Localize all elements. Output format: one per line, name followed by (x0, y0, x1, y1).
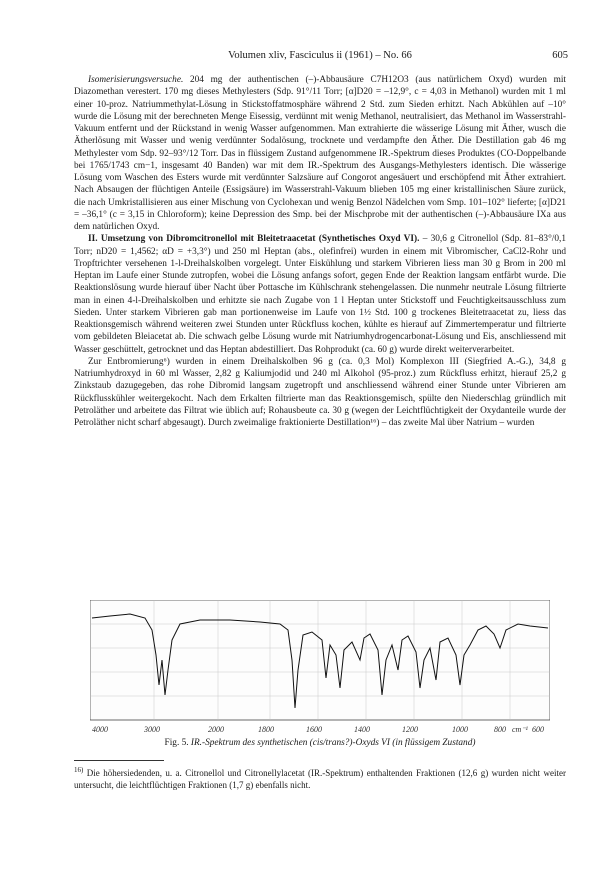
paragraph-lead: Isomerisierungsversuche. (88, 75, 184, 85)
caption-label: Fig. 5. (164, 738, 189, 748)
paragraph-text: 204 mg der authentischen (–)-Abbausäure C7H12O3 (aus natürlichem Oxyd) wurden mit Diazomethan verestert. 170 mg dieses Methylesters (Sdp. 91°/11 Torr; [α]D20 = –12,9°, c = 4,03 in Methanol) wurden mit 1 ml einer 10-proz. Natriummethylat-Lösung in Stickstoffatmosphäre während 2 Std. zum Sieden erhitzt. Nach Abkühlen auf –10° wurde die Lösung mit der berechneten Menge Eisessig, verdünnt mit wenig Methanol, neutralisiert, das Methanol im Wasserstrahl-Vakuum entfernt und der Rückstand in wenig Wasser aufgenommen. Man extrahierte die wässerige Lösung mit Äther, wusch die Ätherlösung mit Wasser und wenig verdünnter Sodalösung, trocknete und verdampfte den Äther. Die Destillation gab 46 mg Methylester vom Sdp. 92–93°/12 Torr. Das in flüssigem Zustand aufgenommene IR.-Spektrum dieses Produktes (CO-Doppelbande bei 1765/1743 cm−1, insgesamt 40 Banden) war mit dem IR.-Spektrum des Ausgangs-Methylesters identisch. Die wässerige Lösung vom Waschen des Esters wurde mit verdünnter Salzsäure auf Congorot angesäuert und erschöpfend mit Äther extrahiert. Nach Absaugen der flüchtigen Anteile (Essigsäure) im Wasserstrahl-Vakuum blieben 105 mg einer kristallinischen Säure zurück, die nach Umkristallisieren aus einer Mischung von Cyclohexan und wenig Benzol Nädelchen vom Smp. 101–102° lieferte; [α]D21 = –36,1° (c = 3,15 in Chloroform); keine Depression des Smp. bei der Mischprobe mit der authentischen (–)-Abbausäure IXa aus dem natürlichen Oxyd. (74, 75, 566, 232)
tick-label: 2000 (208, 725, 224, 734)
tick-label: 4000 (92, 725, 108, 734)
paragraph-isomerization (74, 74, 566, 233)
footnote-marker: 16) (74, 766, 84, 774)
tick-label: 3000 (144, 725, 160, 734)
x-axis-ticks (92, 725, 544, 734)
section-heading: II. Umsetzung von Dibromcitronellol mit Bleitetraacetat (Synthetisches Oxyd VI). (88, 234, 420, 245)
running-header (72, 50, 568, 66)
body-text (74, 74, 566, 429)
tick-label: 800 (494, 725, 506, 734)
tick-label: 1600 (306, 725, 322, 734)
tick-label: 1800 (258, 725, 274, 734)
figure-caption (74, 738, 566, 748)
tick-label: 600 (532, 725, 544, 734)
paragraph-text: – 30,6 g Citronellol (Sdp. 81–83°/0,1 Torr; nD20 = 1,4562; αD = +3,3°) und 250 ml Heptan (abs., olefinfrei) wurden in einem mit Vibromischer, CaCl2-Rohr und Tropftrichter versehenen 1-l-Dreihalskolben vorgelegt. Unter Eiskühlung und starkem Vibrieren liess man 30 g Brom in 200 ml Heptan im Laufe einer Stunde zutropfen, wobei die Lösung anfangs sofort, gegen Ende der Reaktion langsam entfärbt wurde. Die Reaktionslösung wurde hierauf über Nacht über Pottasche im Kühlschrank stehengelassen. Die nunmehr neutrale Lösung filtrierte man in einen 4-l-Dreihalskolben und erhitzte sie nach Zugabe von 1 l Heptan unter Stickstoff und Feuchtigkeitsausschluss zum Sieden. Unter starkem Vibrieren gab man portionenweise im Laufe von 1½ Std. 100 g trockenes Bleitetraacetat zu, liess das Reaktionsgemisch während weiteren zwei Stunden unter Rückfluss kochen, kühlte es hierauf auf Zimmertemperatur und filtrierte vom gebildeten Bleiacetat ab. Die schwach gelbe Lösung wurde mit Natriumhydrogencarbonat-Lösung und Eis, anschliessend mit Wasser geschüttelt, getrocknet und das Heptan abdestilliert. Das Rohprodukt (ca. 60 g) wurde direkt weiterverarbeitet. (74, 234, 566, 355)
tick-label: 1000 (452, 725, 468, 734)
page-number: 605 (552, 50, 568, 61)
footnote (74, 764, 566, 791)
tick-label: 1200 (402, 725, 418, 734)
ir-spectrum-figure (90, 600, 550, 740)
tick-label: cm⁻¹ (512, 725, 528, 734)
ir-spectrum-plot (90, 600, 550, 740)
paragraph-text: Zur Entbromierung⁶) wurden in einem Dreihalskolben 96 g (ca. 0,3 Mol) Komplexon III (Siegfried A.-G.), 34,8 g Natriumhydroxyd in 60 ml Wasser, 2,82 g Kaliumjodid und 240 ml Alkohol (95-proz.) zum Rückfluss erhitzt, hierauf 25,2 g Zinkstaub dazugegeben, das rohe Dibromid langsam zugetropft und anschliessend während einer Stunde unter Vibrieren am Rückflusskühler weitergekocht. Nach dem Erkalten filtrierte man das Reaktionsgemisch, spülte den Niederschlag gründlich mit Petroläther und arbeitete das Filtrat wie üblich auf; Rohausbeute ca. 30 g (wegen der Leichtflüchtigkeit der Oxydanteile wurde der Petroläther nicht scharf abgesaugt). Durch zweimalige fraktionierte Destillation¹⁶) – das zweite Mal über Natrium – wurden (74, 356, 566, 428)
caption-text: IR.-Spektrum des synthetischen (cis/trans?)-Oxyds VI (in flüssigem Zustand) (190, 738, 476, 748)
footnote-rule (74, 760, 164, 761)
paragraph-section-ii (74, 233, 566, 356)
tick-label: 1400 (354, 725, 370, 734)
paragraph-debromination (74, 356, 566, 430)
footnote-text: Die höhersiedenden, u. a. Citronellol und Citronellylacetat (IR.-Spektrum) enthaltenden Fraktionen (12,6 g) wurden nicht weiter untersucht, die leichtflüchtigen Fraktionen (1,7 g) ebenfalls nicht. (74, 768, 566, 790)
plot-frame (90, 600, 550, 720)
running-title: Volumen xliv, Fasciculus ii (1961) – No. 66 (228, 50, 412, 61)
